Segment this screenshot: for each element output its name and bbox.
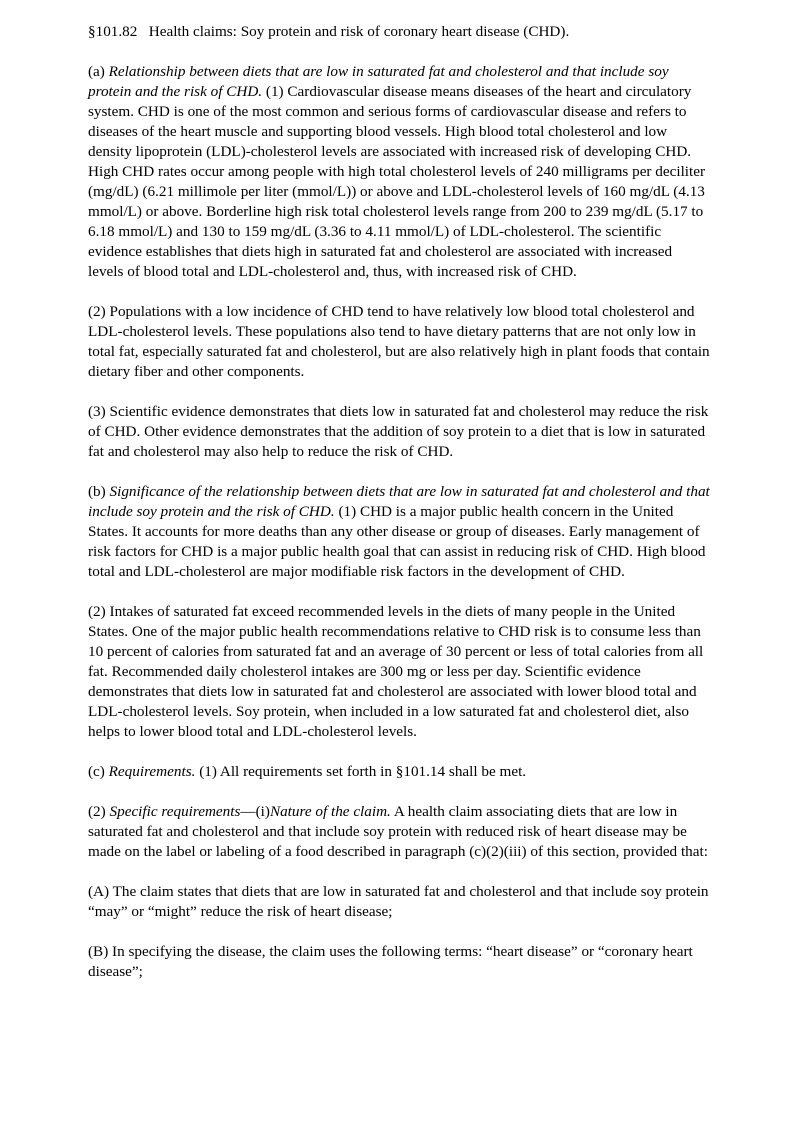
paragraph-heading: Significance of the relationship between diets that are low in saturated fat and cholesterol and that include soy protein and the risk of CHD. [88, 483, 710, 520]
paragraph-c [88, 762, 710, 782]
paragraph-a-2: (2) Populations with a low incidence of CHD tend to have relatively low blood total cholesterol and LDL-cholesterol levels. These populations also tend to have dietary patterns that are not only low in total fat, especially saturated fat and cholesterol, but are also relatively high in plant foods that contain dietary fiber and other components. [88, 303, 710, 380]
paragraph-heading: Specific requirements [109, 803, 241, 820]
paragraph-heading: Relationship between diets that are low in saturated fat and cholesterol and that include soy protein and the risk of CHD. [88, 63, 669, 100]
paragraph-label: (b) [88, 483, 110, 500]
paragraph-body: (1) CHD is a major public health concern in the United States. It accounts for more deaths than any other disease or group of diseases. Early management of risk factors for CHD is a major public health goal that can assist in reducing risk of CHD. High blood total and LDL-cholesterol are major modifiable risk factors in the development of CHD. [88, 503, 706, 580]
paragraph-b [88, 482, 710, 582]
paragraph-c-2-A: (A) The claim states that diets that are low in saturated fat and cholesterol and that include soy protein “may” or “might” reduce the risk of heart disease; [88, 883, 709, 920]
section-number: §101.82 [88, 23, 138, 40]
paragraph-b-2: (2) Intakes of saturated fat exceed recommended levels in the diets of many people in the United States. One of the major public health recommendations relative to CHD risk is to consume less than 10 percent of calories from saturated fat and an average of 30 percent or less of total calories from all fat. Recommended daily cholesterol intakes are 300 mg or less per day. Scientific evidence demonstrates that diets low in saturated fat and cholesterol are associated with lower blood total and LDL-cholesterol levels. Soy protein, when included in a low saturated fat and cholesterol diet, also helps to lower blood total and LDL-cholesterol levels. [88, 603, 704, 740]
paragraph-c-2-B: (B) In specifying the disease, the claim uses the following terms: “heart disease” or “coronary heart disease”; [88, 943, 693, 980]
paragraph-body: A health claim associating diets that are low in saturated fat and cholesterol and that include soy protein with reduced risk of heart disease may be made on the label or labeling of a food described in paragraph (c)(2)(iii) of this section, provided that: [88, 803, 708, 860]
section-title [88, 22, 710, 42]
paragraph-label: (a) [88, 63, 109, 80]
section-heading: Health claims: Soy protein and risk of coronary heart disease (CHD). [148, 23, 570, 40]
paragraph-label: (c) [88, 763, 109, 780]
paragraph-a-3: (3) Scientific evidence demonstrates that diets low in saturated fat and cholesterol may reduce the risk of CHD. Other evidence demonstrates that the addition of soy protein to a diet that is low in saturated fat and cholesterol may also help to reduce the risk of CHD. [88, 403, 709, 460]
paragraph-heading: Requirements. [108, 763, 196, 780]
paragraph-body: (1) Cardiovascular disease means diseases of the heart and circulatory system. CHD is one of the most common and serious forms of cardiovascular disease and refers to diseases of the heart muscle and supporting blood vessels. High blood total cholesterol and low density lipoprotein (LDL)-cholesterol levels are associated with increased risk of developing CHD. High CHD rates occur among people with high total cholesterol levels of 240 milligrams per deciliter (mg/dL) (6.21 millimole per liter (mmol/L)) or above and LDL-cholesterol levels of 160 mg/dL (4.13 mmol/L) or above. Borderline high risk total cholesterol levels range from 200 to 239 mg/dL (5.17 to 6.18 mmol/L) and 130 to 159 mg/dL (3.36 to 4.11 mmol/L) of LDL-cholesterol. The scientific evidence establishes that diets high in saturated fat and cholesterol are associated with increased levels of blood total and LDL-cholesterol and, thus, with increased risk of CHD. [88, 83, 706, 280]
paragraph-body: (1) All requirements set forth in §101.14 shall be met. [195, 763, 527, 780]
paragraph-label: (2) [88, 803, 110, 820]
paragraph-dash: —(i) [240, 803, 270, 820]
document-page [88, 22, 710, 982]
paragraph-a [88, 62, 710, 282]
paragraph-subheading: Nature of the claim. [269, 803, 391, 820]
paragraph-c-2 [88, 802, 710, 862]
